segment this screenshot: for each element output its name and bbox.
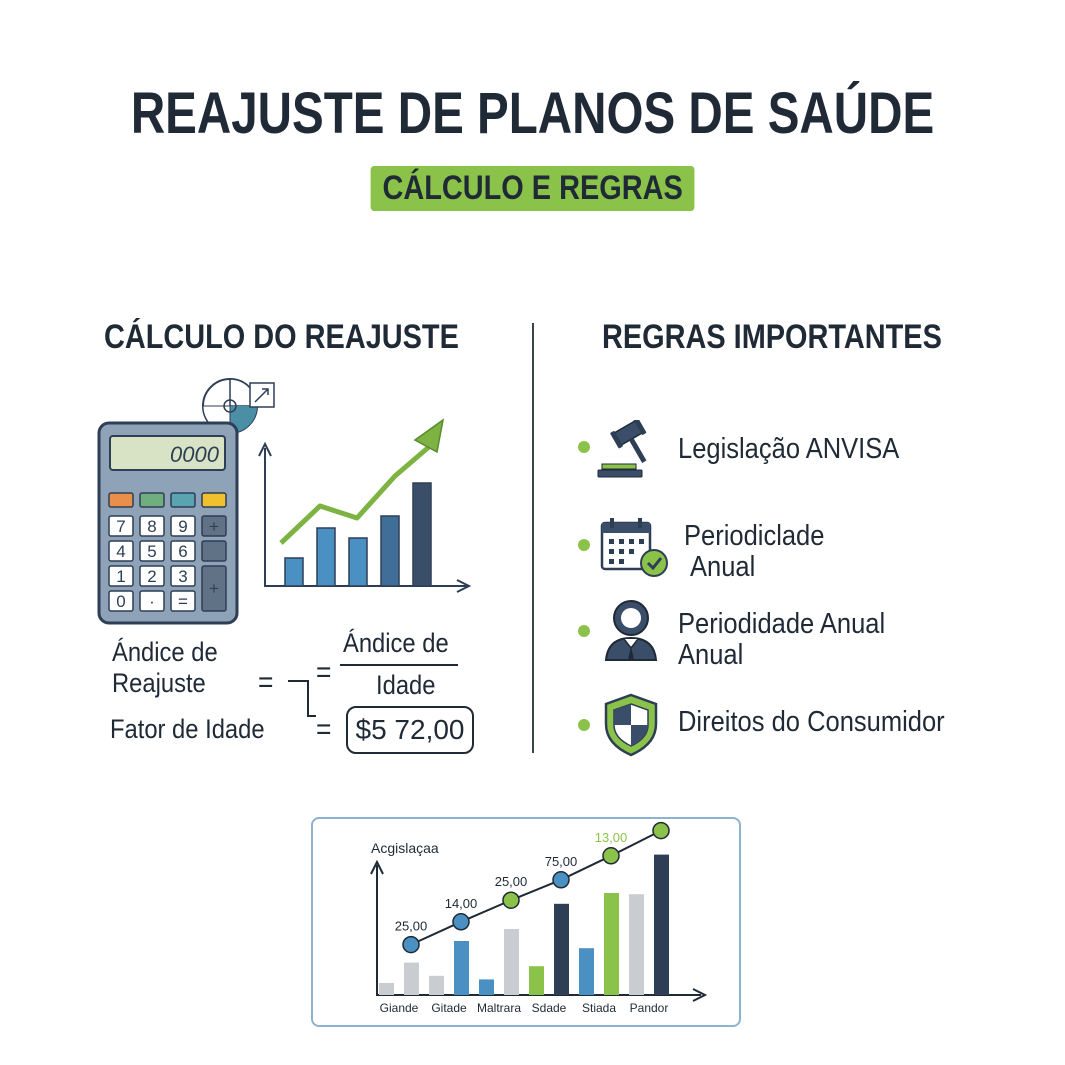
bottom-chart-panel <box>311 817 741 1027</box>
rule-bullet <box>578 441 590 453</box>
calc-key-6: 6 <box>178 542 188 561</box>
rule-1-line1: Legislação ANVISA <box>678 433 900 465</box>
calc-key-0: 0 <box>116 592 126 611</box>
section-divider <box>532 323 534 753</box>
chart-bar <box>429 976 444 995</box>
chart-ylabel: Acgislaçaa <box>371 840 439 856</box>
formula-label-line1: Ándice de <box>112 637 218 667</box>
formula-equals-2: = <box>316 656 332 689</box>
calendar-check-icon <box>598 517 670 579</box>
rule-2-line2: Anual <box>690 551 756 583</box>
calculator-display: 0000 <box>170 442 219 467</box>
right-section-heading: REGRAS IMPORTANTES <box>602 318 942 356</box>
rule-2-line1: Periodiclade <box>684 520 825 552</box>
calc-key-9: 9 <box>178 517 188 536</box>
chart-category-label: Stiada <box>581 1001 617 1015</box>
formula-bracket <box>286 676 326 726</box>
formula-label-line3: Fator de Idade <box>110 714 265 744</box>
calc-key-plus: + <box>209 517 219 536</box>
chart-point <box>503 892 519 908</box>
formula-numerator: Ándice de <box>343 628 449 658</box>
gavel-icon <box>596 420 658 480</box>
rule-bullet <box>578 539 590 551</box>
chart-bar <box>604 893 619 995</box>
chart-series-line <box>411 831 661 945</box>
formula-equals-1: = <box>258 666 274 699</box>
rule-4-line1: Direitos do Consumidor <box>678 706 945 738</box>
formula-denominator: Idade <box>376 670 436 700</box>
rule-bullet <box>578 625 590 637</box>
calc-key-1: 1 <box>116 567 126 586</box>
chart-bar <box>404 963 419 995</box>
chart-bar <box>529 966 544 995</box>
chart-category-label: Pandor <box>629 1001 669 1015</box>
chart-point <box>553 872 569 888</box>
chart-point-label: 25,00 <box>494 874 528 890</box>
calc-key-2: 2 <box>147 567 157 586</box>
chart-point <box>653 823 669 839</box>
formula-equals-3: = <box>316 713 332 746</box>
calc-key-3: 3 <box>178 567 188 586</box>
rule-3-line2: Anual <box>678 639 744 671</box>
chart-category-label: Giande <box>379 1001 419 1015</box>
chart-bar <box>454 941 469 995</box>
formula-result: $5 72,00 <box>346 706 474 754</box>
chart-bar <box>554 904 569 995</box>
bottom-chart <box>313 819 739 1025</box>
chart-point <box>403 937 419 953</box>
fraction-bar <box>340 664 458 666</box>
page-subtitle-wrap <box>0 166 1065 211</box>
rule-3-line1: Periodidade Anual <box>678 608 886 640</box>
calculator-illustration <box>95 378 475 628</box>
chart-bar <box>504 929 519 995</box>
formula-label-line2: Reajuste <box>112 668 206 698</box>
chart-bar <box>654 855 669 995</box>
chart-category-label: Gitade <box>431 1001 467 1015</box>
chart-point <box>453 914 469 930</box>
chart-point-label: 75,00 <box>544 853 578 869</box>
chart-bar <box>379 983 394 995</box>
shield-icon <box>602 692 660 758</box>
chart-bar <box>629 894 644 995</box>
page-title: REAJUSTE DE PLANOS DE SAÚDE <box>130 81 935 146</box>
chart-point-label: 13,00 <box>594 829 628 845</box>
chart-point-label: 25,00 <box>394 918 428 934</box>
left-section-heading: CÁLCULO DO REAJUSTE <box>104 318 459 356</box>
chart-bar <box>579 948 594 995</box>
person-icon <box>602 598 660 662</box>
chart-point <box>603 848 619 864</box>
calc-key-plus-tall: + <box>209 579 219 598</box>
rule-bullet <box>578 719 590 731</box>
chart-category-label: Sdade <box>531 1001 567 1015</box>
calc-key-5: 5 <box>147 542 157 561</box>
calc-key-dot: · <box>149 592 155 611</box>
calc-key-8: 8 <box>147 517 157 536</box>
calc-key-4: 4 <box>116 542 126 561</box>
chart-bar <box>479 979 494 995</box>
calc-key-7: 7 <box>116 517 126 536</box>
chart-point-label: 14,00 <box>444 895 478 911</box>
growth-chart-icon <box>259 420 469 592</box>
calc-key-equals: = <box>178 592 188 611</box>
calculator-icon <box>99 423 237 623</box>
chart-category-label: Maltrara <box>476 1001 522 1015</box>
page-subtitle: CÁLCULO E REGRAS <box>370 166 694 211</box>
